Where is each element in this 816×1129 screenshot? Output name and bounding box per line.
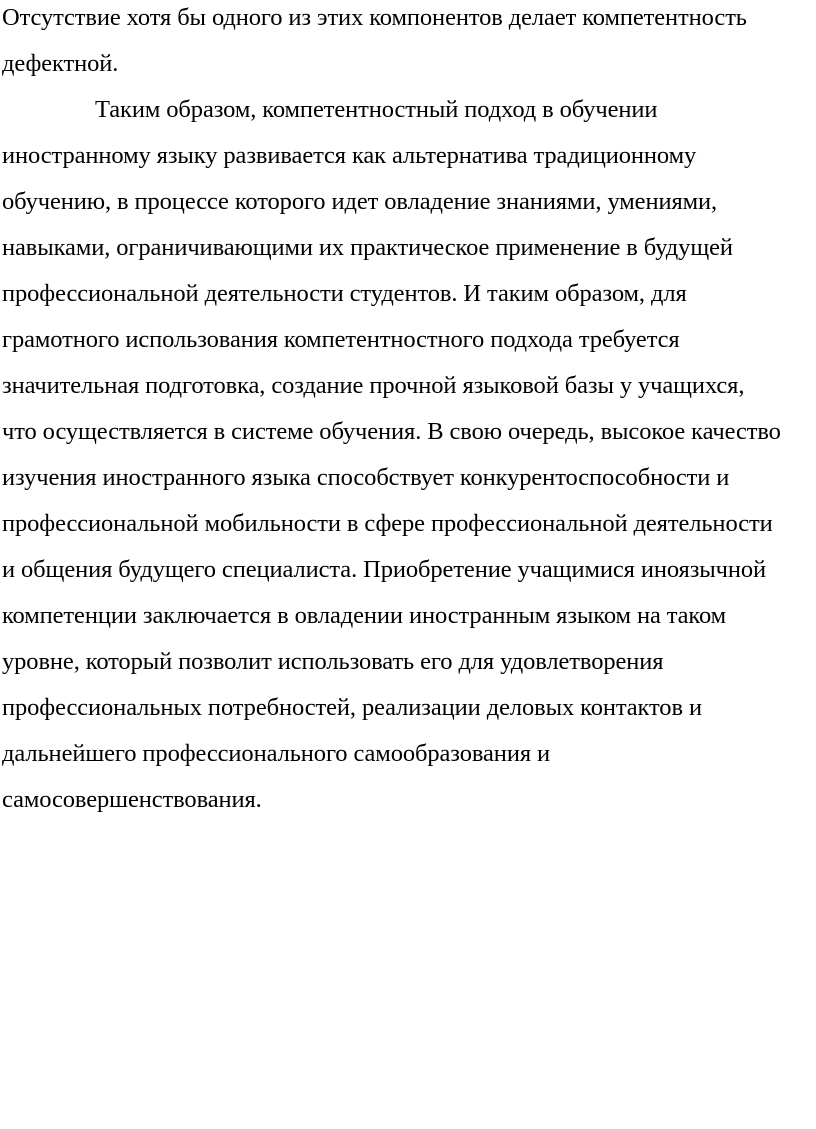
text-line: компетенции заключается в овладении иностранным языком на таком <box>2 602 727 629</box>
paragraph-first-line: Таким образом, компетентностный подход в обучении <box>95 96 658 123</box>
text-line: что осуществляется в системе обучения. В свою очередь, высокое качество <box>2 418 781 445</box>
text-line: Отсутствие хотя бы одного из этих компонентов делает компетентность <box>2 4 747 31</box>
text-line: дальнейшего профессионального самообразования и <box>2 740 551 767</box>
text-line: обучению, в процессе которого идет овладение знаниями, умениями, <box>2 188 718 215</box>
text-line: дефектной. <box>2 50 119 77</box>
text-line: профессиональных потребностей, реализации деловых контактов и <box>2 694 702 721</box>
text-line: уровне, который позволит использовать его для удовлетворения <box>2 648 664 675</box>
text-line: профессиональной мобильности в сфере профессиональной деятельности <box>2 510 773 537</box>
text-line: навыками, ограничивающими их практическое применение в будущей <box>2 234 733 261</box>
text-line: профессиональной деятельности студентов. И таким образом, для <box>2 280 687 307</box>
text-line: значительная подготовка, создание прочной языковой базы у учащихся, <box>2 372 745 399</box>
text-line: самосовершенствования. <box>2 786 262 813</box>
text-line: и общения будущего специалиста. Приобретение учащимися иноязычной <box>2 556 767 583</box>
text-line: грамотного использования компетентностного подхода требуется <box>2 326 680 353</box>
text-line: изучения иностранного языка способствует конкурентоспособности и <box>2 464 730 491</box>
text-line: иностранному языку развивается как альтернатива традиционному <box>2 142 697 169</box>
